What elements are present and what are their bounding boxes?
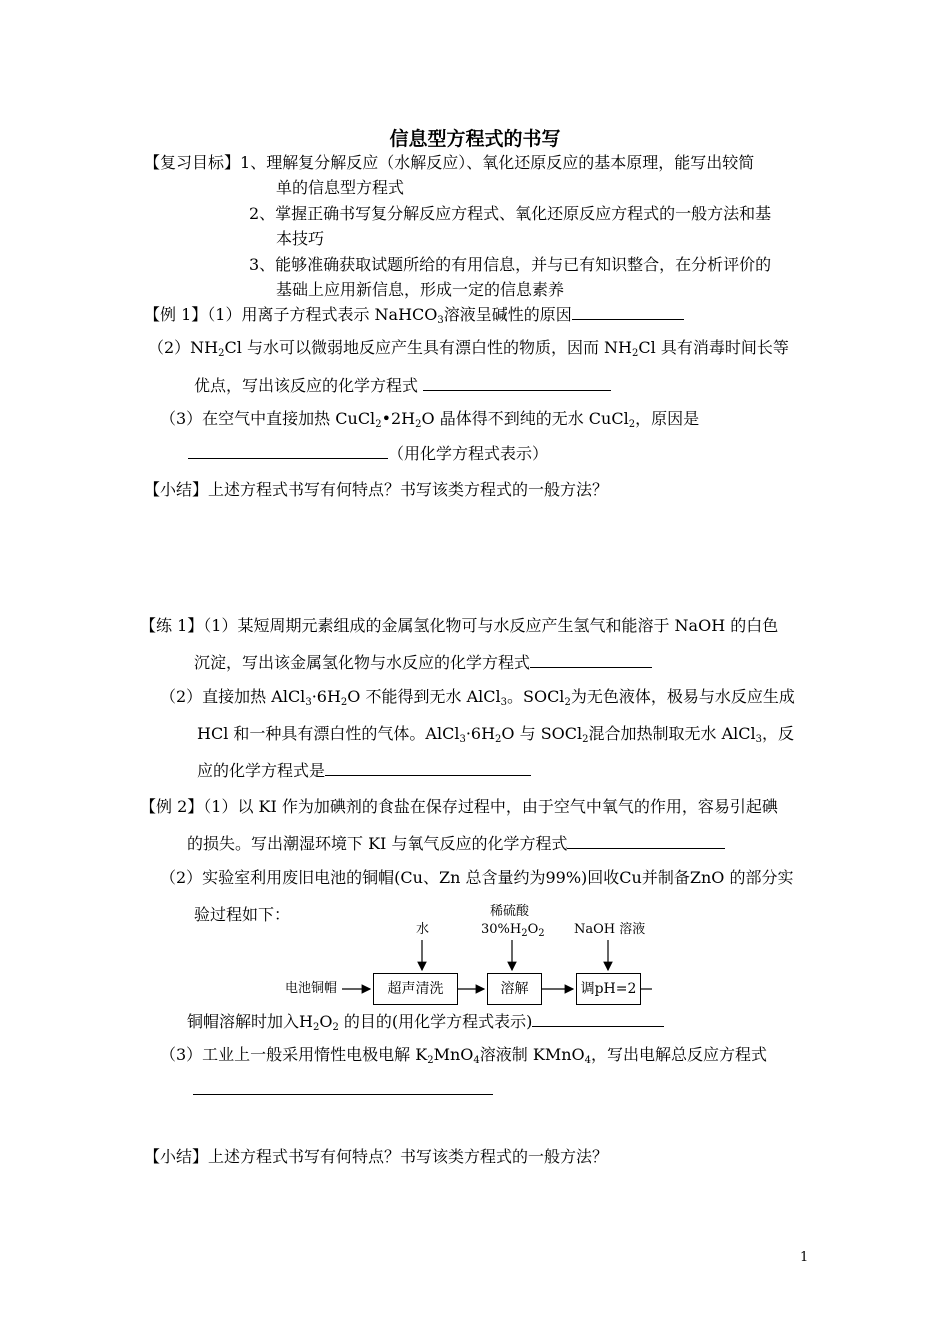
subscript: 2 xyxy=(564,697,571,708)
subscript: 3 xyxy=(755,734,763,745)
goal-2-line-a: 2、掌握正确书写复分解反应方程式、氧化还原反应方程式的一般方法和基 xyxy=(249,204,772,223)
text: MnO xyxy=(433,1045,474,1064)
subscript: 4 xyxy=(473,1055,480,1066)
subscript: 3 xyxy=(305,697,312,708)
goal-2-line-b: 本技巧 xyxy=(276,229,325,248)
page-title: 信息型方程式的书写 xyxy=(389,128,561,150)
goals-label: 【复习目标】 xyxy=(144,153,241,172)
text: 沉淀，写出该金属氢化物与水反应的化学方程式 xyxy=(194,653,531,672)
subscript: 2 xyxy=(340,697,348,708)
text: 的目的(用化学方程式表示) xyxy=(338,1012,533,1031)
text: ，原因是 xyxy=(635,409,700,428)
text: 溶液制 KMnO xyxy=(479,1045,585,1064)
answer-blank[interactable] xyxy=(532,1010,664,1027)
text: •2H xyxy=(381,409,416,428)
text: O 不能得到无水 AlCl xyxy=(347,687,501,706)
text: ，写出电解总反应方程式 xyxy=(591,1045,768,1064)
subscript: 2 xyxy=(375,419,382,430)
flow-start-label: 电池铜帽 xyxy=(285,981,338,996)
example-2-q2-line-c xyxy=(187,1010,664,1033)
goal-3-line-a: 3、能够准确获取试题所给的有用信息，并与已有知识整合，在分析评价的 xyxy=(249,255,772,274)
text: （用化学方程式表示） xyxy=(388,444,549,463)
goal-1-line-b: 单的信息型方程式 xyxy=(276,178,405,197)
text: 铜帽溶解时加入H xyxy=(187,1012,313,1031)
subscript: 4 xyxy=(584,1055,592,1066)
reagent-hydrogen-peroxide xyxy=(481,922,545,938)
subscript: 2 xyxy=(495,734,502,745)
text: ，反 xyxy=(762,724,795,743)
text: Cl 具有消毒时间长等 xyxy=(638,338,789,357)
subscript: 2 xyxy=(427,1055,434,1066)
text: （3）在空气中直接加热 CuCl xyxy=(160,409,376,428)
goal-3-line-b: 基础上应用新信息，形成一定的信息素养 xyxy=(276,280,565,299)
text: O 晶体得不到纯的无水 CuCl xyxy=(421,409,629,428)
subscript: 2 xyxy=(521,928,528,939)
subscript: 2 xyxy=(218,348,225,359)
text: （2）直接加热 AlCl xyxy=(160,687,306,706)
text: 应的化学方程式是 xyxy=(197,761,326,780)
subscript: 2 xyxy=(415,419,422,430)
text: 。SOCl xyxy=(506,687,565,706)
text: （2）NH xyxy=(148,338,219,357)
text: （1）某短周期元素组成的金属氢化物可与水反应产生氢气和能溶于 NaOH 的白色 xyxy=(203,616,779,635)
goal-1-line-a: 1、理解复分解反应（水解反应）、氧化还原反应的基本原理，能写出较简 xyxy=(240,153,755,172)
example-2-q2-line-a: （2）实验室利用废旧电池的铜帽(Cu、Zn 总含量约为99%)回收Cu并制备ZnO 的部分实 xyxy=(160,868,794,887)
example-2-q2-line-b: 验过程如下： xyxy=(194,905,291,924)
flow-step-dissolve: 溶解 xyxy=(487,973,542,1005)
subscript: 2 xyxy=(312,1022,320,1033)
reagent-water: 水 xyxy=(416,922,430,937)
text: O 与 SOCl xyxy=(501,724,583,743)
example-2-label: 【例 2】 xyxy=(140,797,204,816)
example-2-q3-answer-line xyxy=(193,1078,493,1101)
subscript: 2 xyxy=(632,348,639,359)
text: 30%H xyxy=(481,922,522,937)
subscript: 3 xyxy=(500,697,507,708)
subscript: 2 xyxy=(628,419,636,430)
flow-step-adjust-ph: 调pH=2 xyxy=(576,973,641,1005)
text: Cl 与水可以微弱地反应产生具有漂白性的物质，因而 NH xyxy=(224,338,633,357)
subscript: 2 xyxy=(332,1022,339,1033)
text: O xyxy=(319,1012,333,1031)
reagent-naoh-solution: NaOH 溶液 xyxy=(574,922,646,937)
text: ·6H xyxy=(311,687,341,706)
subscript: 3 xyxy=(437,315,444,326)
example-1-label: 【例 1】 xyxy=(144,305,208,324)
subscript: 3 xyxy=(459,734,466,745)
reagent-dilute-sulfuric-acid: 稀硫酸 xyxy=(490,904,530,919)
text: 为无色液体，极易与水反应生成 xyxy=(570,687,795,706)
text: （3）工业上一般采用惰性电极电解 K xyxy=(160,1045,428,1064)
example-2-q3 xyxy=(160,1044,767,1066)
page-number: 1 xyxy=(800,1250,809,1265)
subscript: 2 xyxy=(582,734,589,745)
subscript: 2 xyxy=(538,928,545,939)
text: 溶液呈碱性的原因 xyxy=(443,305,572,324)
flow-step-ultrasonic-wash: 超声清洗 xyxy=(373,973,458,1005)
summary-2: 【小结】上述方程式书写有何特点？书写该类方程式的一般方法？ xyxy=(144,1147,609,1166)
text: O xyxy=(527,922,539,937)
text: 的损失。写出潮湿环境下 KI 与氧气反应的化学方程式 xyxy=(187,834,568,853)
text: HCl 和一种具有漂白性的气体。AlCl xyxy=(197,724,460,743)
text: （1）用离子方程式表示 NaHCO xyxy=(207,305,438,324)
summary-1: 【小结】上述方程式书写有何特点？书写该类方程式的一般方法？ xyxy=(144,480,609,499)
answer-blank[interactable] xyxy=(193,1078,493,1095)
text: （1）以 KI 作为加碘剂的食盐在保存过程中，由于空气中氧气的作用，容易引起碘 xyxy=(203,797,778,816)
text: ·6H xyxy=(465,724,496,743)
practice-1-label: 【练 1】 xyxy=(140,616,204,635)
text: 优点，写出该反应的化学方程式 xyxy=(194,376,419,395)
text: 混合加热制取无水 AlCl xyxy=(588,724,756,743)
